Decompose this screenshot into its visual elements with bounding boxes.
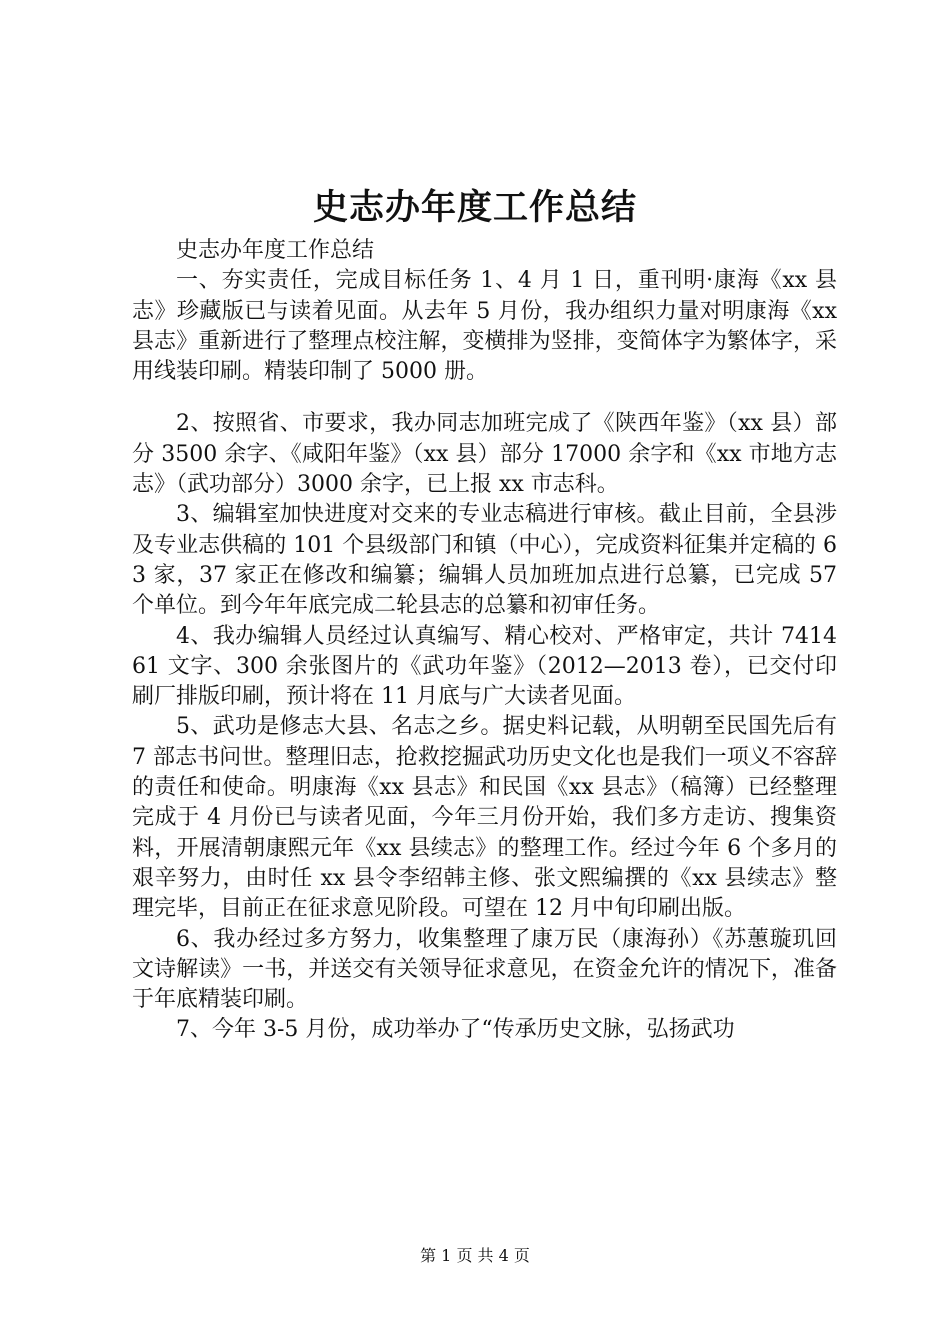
- paragraph-4: 4、我办编辑人员经过认真编写、精心校对、严格审定，共计 741461 文字、300 余张图片的《武功年鉴》（2012—2013 卷），已交付印刷厂排版印刷，预计将在 11 月底与广大读者见面。: [132, 623, 837, 710]
- paragraph-1: 一、夯实责任，完成目标任务 1、4 月 1 日，重刊明·康海《xx 县志》珍藏版已与读着见面。从去年 5 月份，我办组织力量对明康海《xx 县志》重新进行了整理点校注解，变横排为竖排，变简体字为繁体字，采用线装印刷。精装印制了 5000 册。: [132, 268, 837, 385]
- paragraph-7: 7、今年 3-5 月份，成功举办了“传承历史文脉，弘扬武功: [176, 1017, 735, 1043]
- paragraph-subtitle: 史志办年度工作总结: [176, 238, 375, 263]
- page-footer: 第 1 页 共 4 页: [420, 1246, 530, 1265]
- paragraph-5: 5、武功是修志大县、名志之乡。据史料记载，从明朝至民国先后有 7 部志书问世。整理旧志，抢救挖掘武功历史文化也是我们一项义不容辞的责任和使命。明康海《xx 县志》和民国《xx 县志》（稿簿）已经整理完成于 4 月份已与读者见面，今年三月份开始，我们多方走访、搜集资料，开展清朝康熙元年《xx 县续志》的整理工作。经过今年 6 个多月的艰辛努力，由时任 xx 县令李绍韩主修、张文熙编撰的《xx 县续志》整理完毕，目前正在征求意见阶段。可望在 12 月中旬印刷出版。: [132, 714, 837, 922]
- paragraph-3: 3、编辑室加快进度对交来的专业志稿进行审核。截止目前，全县涉及专业志供稿的 101 个县级部门和镇（中心），完成资料征集并定稿的 63 家，37 家正在修改和编纂；编辑人员加班加点进行总纂，已完成 57 个单位。到今年年底完成二轮县志的总纂和初审任务。: [132, 502, 837, 619]
- document-title: 史志办年度工作总结: [312, 187, 637, 228]
- document-body: [132, 236, 837, 1046]
- paragraph-2: 2、按照省、市要求，我办同志加班完成了《陕西年鉴》（xx 县）部分 3500 余字、《咸阳年鉴》（xx 县）部分 17000 余字和《xx 市地方志志》（武功部分）3000 余字，已上报 xx 市志科。: [132, 411, 837, 498]
- paragraph-6: 6、我办经过多方努力，收集整理了康万民（康海孙）《苏蕙璇玑回文诗解读》一书，并送交有关领导征求意见，在资金允许的情况下，准备于年底精装印刷。: [132, 926, 837, 1013]
